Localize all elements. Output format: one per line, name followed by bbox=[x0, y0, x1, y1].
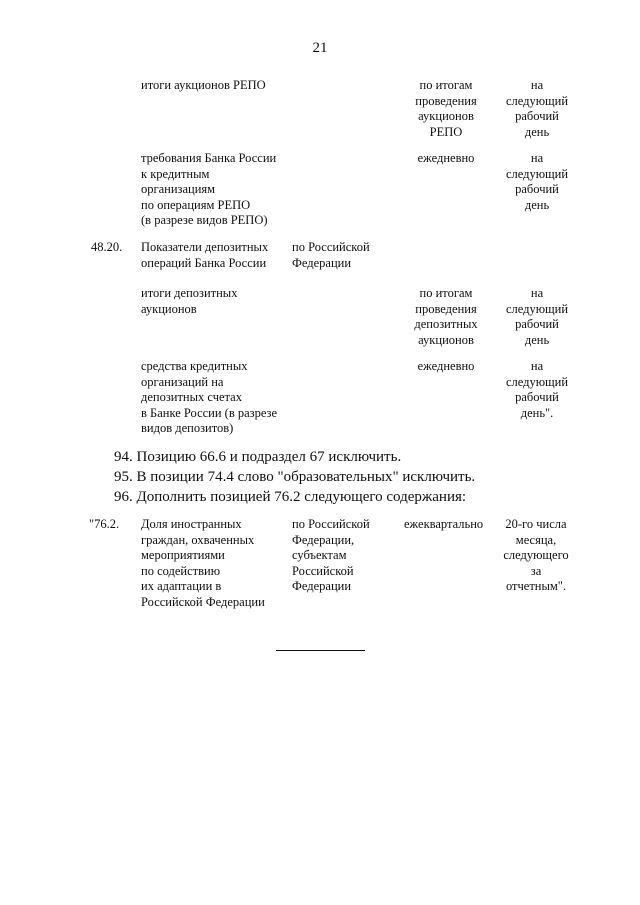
row-4-period: ежедневно bbox=[417, 359, 475, 373]
row-4-name: средства кредитных организаций на депозитных счетах в Банке России (в разрезе видов депозитов) bbox=[141, 359, 278, 435]
new-row-deadline: 20-го числа месяца, следующего за отчетным". bbox=[503, 517, 569, 593]
row-1-period: ежедневно bbox=[417, 151, 475, 165]
row-3-name: итоги депозитных аукционов bbox=[141, 286, 238, 316]
paragraph-96: 96. Дополнить позицией 76.2 следующего содержания: bbox=[114, 489, 467, 505]
paragraph-95: 95. В позиции 74.4 слово "образовательных" исключить. bbox=[114, 469, 476, 485]
row-4-deadline: на следующий рабочий день". bbox=[505, 359, 569, 420]
paragraph-94: 94. Позицию 66.6 и подраздел 67 исключить. bbox=[114, 449, 402, 465]
row-3-period: по итогам проведения депозитных аукционов bbox=[414, 286, 478, 347]
row-0-name: итоги аукционов РЕПО bbox=[141, 78, 266, 92]
row-3-deadline: на следующий рабочий день bbox=[505, 286, 569, 347]
new-row-number: "76.2. bbox=[89, 517, 120, 531]
row-2-name: Показатели депозитных операций Банка России bbox=[141, 240, 269, 270]
row-1-name: требования Банка России к кредитным организациям по операциям РЕПО (в разрезе видов РЕПО) bbox=[141, 151, 277, 227]
new-row-name: Доля иностранных граждан, охваченных мероприятиями по содействию их адаптации в Российской Федерации bbox=[141, 517, 265, 609]
row-0-period: по итогам проведения аукционов РЕПО bbox=[415, 78, 477, 139]
row-0-deadline: на следующий рабочий день bbox=[505, 78, 569, 139]
page-number: 21 bbox=[312, 40, 328, 56]
new-row-period: ежеквартально bbox=[404, 517, 484, 531]
row-2-scope: по Российской Федерации bbox=[292, 240, 370, 270]
closing-rule bbox=[276, 650, 365, 651]
new-row-scope: по Российской Федерации, субъектам Российской Федерации bbox=[292, 517, 370, 593]
row-1-deadline: на следующий рабочий день bbox=[505, 151, 569, 212]
row-2-number: 48.20. bbox=[91, 240, 123, 254]
